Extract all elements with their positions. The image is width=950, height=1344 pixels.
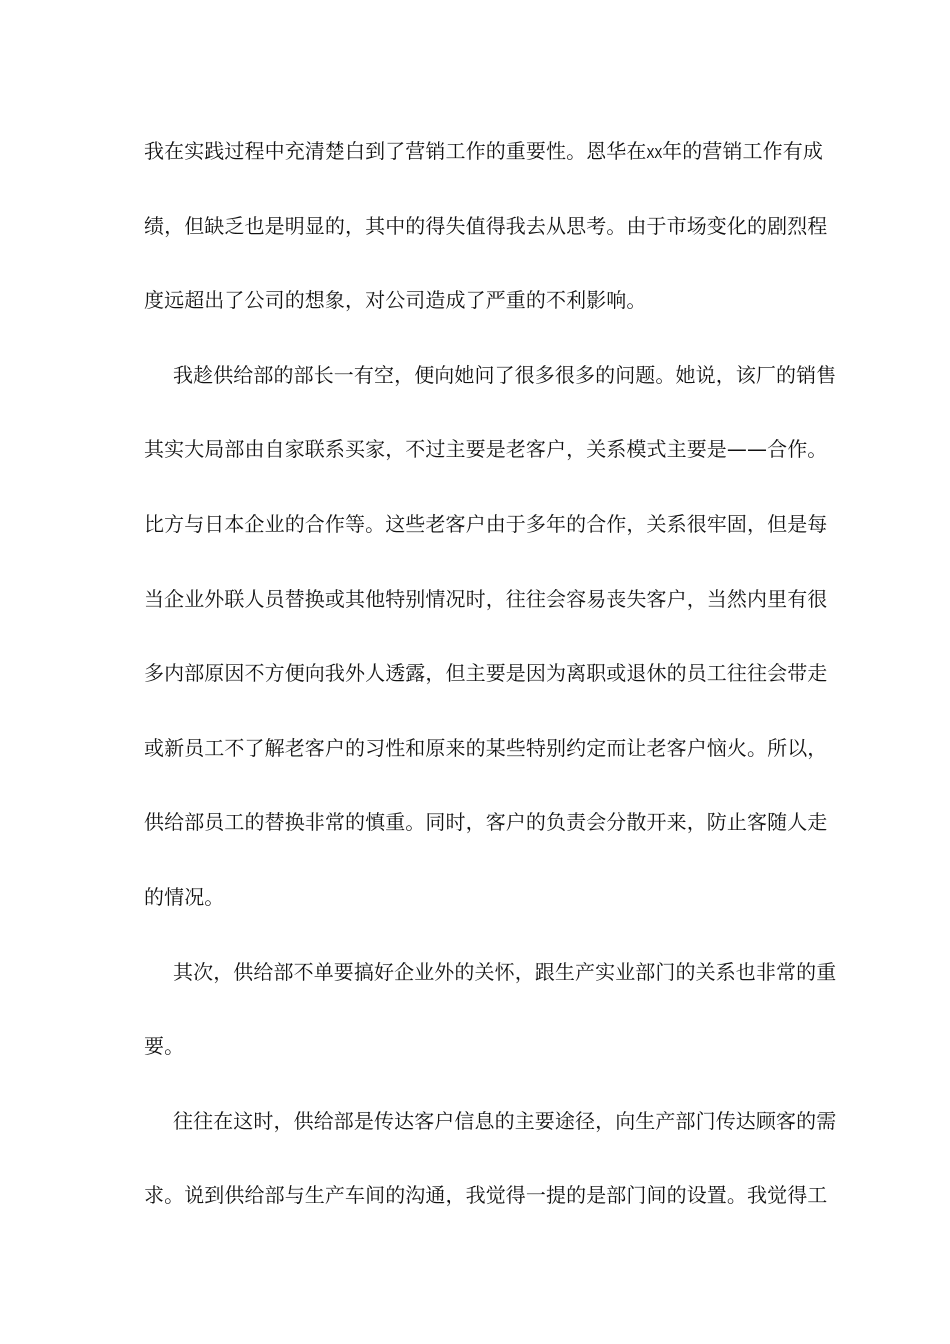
text-line-11: 的情况。 <box>144 884 225 909</box>
text-line-2: 绩，但缺乏也是明显的，其中的得失值得我去从思考。由于市场变化的剧烈程 <box>144 213 828 238</box>
year-placeholder: XX <box>646 147 663 162</box>
text-line-13: 要。 <box>144 1034 185 1059</box>
text-line-4: 我趁供给部的部长一有空，便向她问了很多很多的问题。她说，该厂的销售 <box>173 362 837 387</box>
body-text <box>144 131 837 1250</box>
text-line-5: 其实大局部由自家联系买家，不过主要是老客户，关系模式主要是——合作。 <box>144 437 828 462</box>
text-line-14: 往往在这时，供给部是传达客户信息的主要途径，向生产部门传达顾客的需 <box>173 1108 837 1133</box>
text-line-1-part-1: 我在实践过程中充清楚白到了营销工作的重要性。恩华在 <box>144 139 647 163</box>
text-line-10: 供给部员工的替换非常的慎重。同时，客户的负责会分散开来，防止客随人走 <box>144 810 828 835</box>
text-line-3: 度远超出了公司的想象，对公司造成了严重的不利影响。 <box>144 288 647 313</box>
text-line-1-part-2: 年的营销工作有成 <box>662 139 823 163</box>
text-line-9: 或新员工不了解老客户的习性和原来的某些特别约定而让老客户恼火。所以， <box>144 735 828 760</box>
text-line-12: 其次，供给部不单要搞好企业外的关怀，跟生产实业部门的关系也非常的重 <box>173 959 837 984</box>
text-line-7: 当企业外联人员替换或其他特别情况时，往往会容易丧失客户，当然内里有很 <box>144 586 828 611</box>
text-line-6: 比方与日本企业的合作等。这些老客户由于多年的合作，关系很牢固，但是每 <box>144 511 828 536</box>
text-line-15: 求。说到供给部与生产车间的沟通，我觉得一提的是部门间的设置。我觉得工 <box>144 1183 828 1208</box>
text-line-8: 多内部原因不方便向我外人透露，但主要是因为离职或退休的员工往往会带走 <box>144 661 828 686</box>
text-line-1 <box>144 131 823 206</box>
